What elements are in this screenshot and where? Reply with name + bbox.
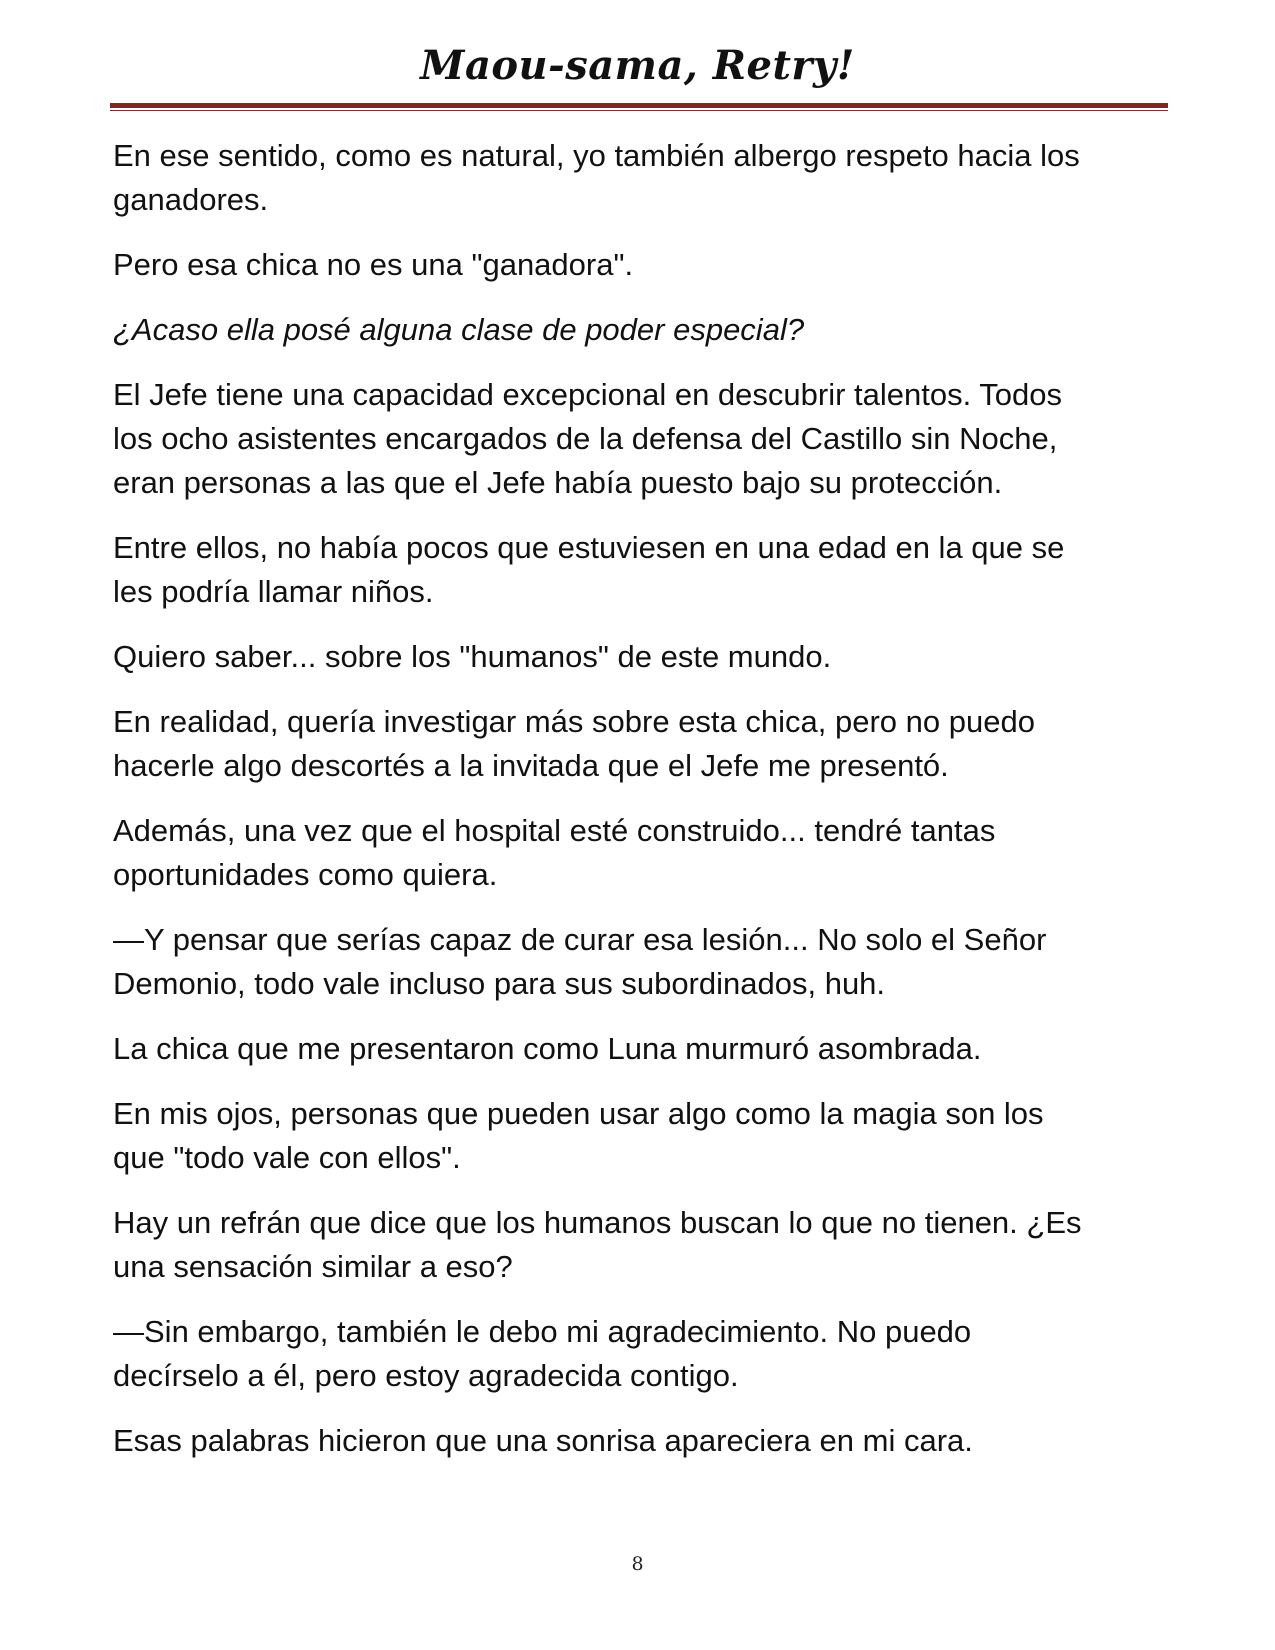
text-line: —Y pensar que serías capaz de curar esa lesión... No solo el Señor (113, 922, 1047, 957)
text-line: los ocho asistentes encargados de la defensa del Castillo sin Noche, (113, 421, 1058, 456)
paragraph (113, 809, 1173, 897)
text-line: Esas palabras hicieron que una sonrisa apareciera en mi cara. (113, 1423, 973, 1458)
text-line: ¿Acaso ella posé alguna clase de poder especial? (113, 312, 805, 347)
body-text (113, 134, 1173, 1484)
paragraph (113, 635, 1173, 679)
paragraph (113, 1027, 1173, 1071)
text-line: oportunidades como quiera. (113, 857, 498, 892)
paragraph (113, 1310, 1173, 1398)
text-line: una sensación similar a eso? (113, 1249, 513, 1284)
text-line: Entre ellos, no había pocos que estuviesen en una edad en la que se (113, 530, 1065, 565)
text-line: La chica que me presentaron como Luna murmuró asombrada. (113, 1031, 982, 1066)
paragraph (113, 308, 1173, 352)
paragraph (113, 243, 1173, 287)
paragraph (113, 134, 1173, 222)
header-rule-thin (110, 110, 1168, 111)
text-line: Además, una vez que el hospital esté construido... tendré tantas (113, 813, 996, 848)
text-line: que "todo vale con ellos". (113, 1140, 461, 1175)
text-line: En mis ojos, personas que pueden usar algo como la magia son los (113, 1096, 1044, 1131)
header-title: Maou-sama, Retry! (420, 42, 855, 89)
text-line: En ese sentido, como es natural, yo también albergo respeto hacia los (113, 138, 1080, 173)
paragraph (113, 1092, 1173, 1180)
text-line: —Sin embargo, también le debo mi agradecimiento. No puedo (113, 1314, 972, 1349)
header-rule-thick (110, 103, 1168, 108)
text-line: ganadores. (113, 182, 269, 217)
text-line: En realidad, quería investigar más sobre esta chica, pero no puedo (113, 704, 1035, 739)
text-line: Demonio, todo vale incluso para sus subordinados, huh. (113, 966, 886, 1001)
text-line: Pero esa chica no es una "ganadora". (113, 247, 634, 282)
paragraph (113, 1201, 1173, 1289)
text-line: hacerle algo descortés a la invitada que el Jefe me presentó. (113, 748, 949, 783)
text-line: les podría llamar niños. (113, 574, 434, 609)
page-number: 8 (631, 1553, 644, 1575)
paragraph (113, 918, 1173, 1006)
paragraph (113, 373, 1173, 505)
text-line: eran personas a las que el Jefe había puesto bajo su protección. (113, 465, 1003, 500)
paragraph (113, 700, 1173, 788)
text-line: Hay un refrán que dice que los humanos buscan lo que no tienen. ¿Es (113, 1205, 1082, 1240)
text-line: Quiero saber... sobre los "humanos" de este mundo. (113, 639, 832, 674)
text-line: El Jefe tiene una capacidad excepcional en descubrir talentos. Todos (113, 377, 1062, 412)
text-line: decírselo a él, pero estoy agradecida contigo. (113, 1358, 739, 1393)
paragraph (113, 526, 1173, 614)
paragraph (113, 1419, 1173, 1463)
